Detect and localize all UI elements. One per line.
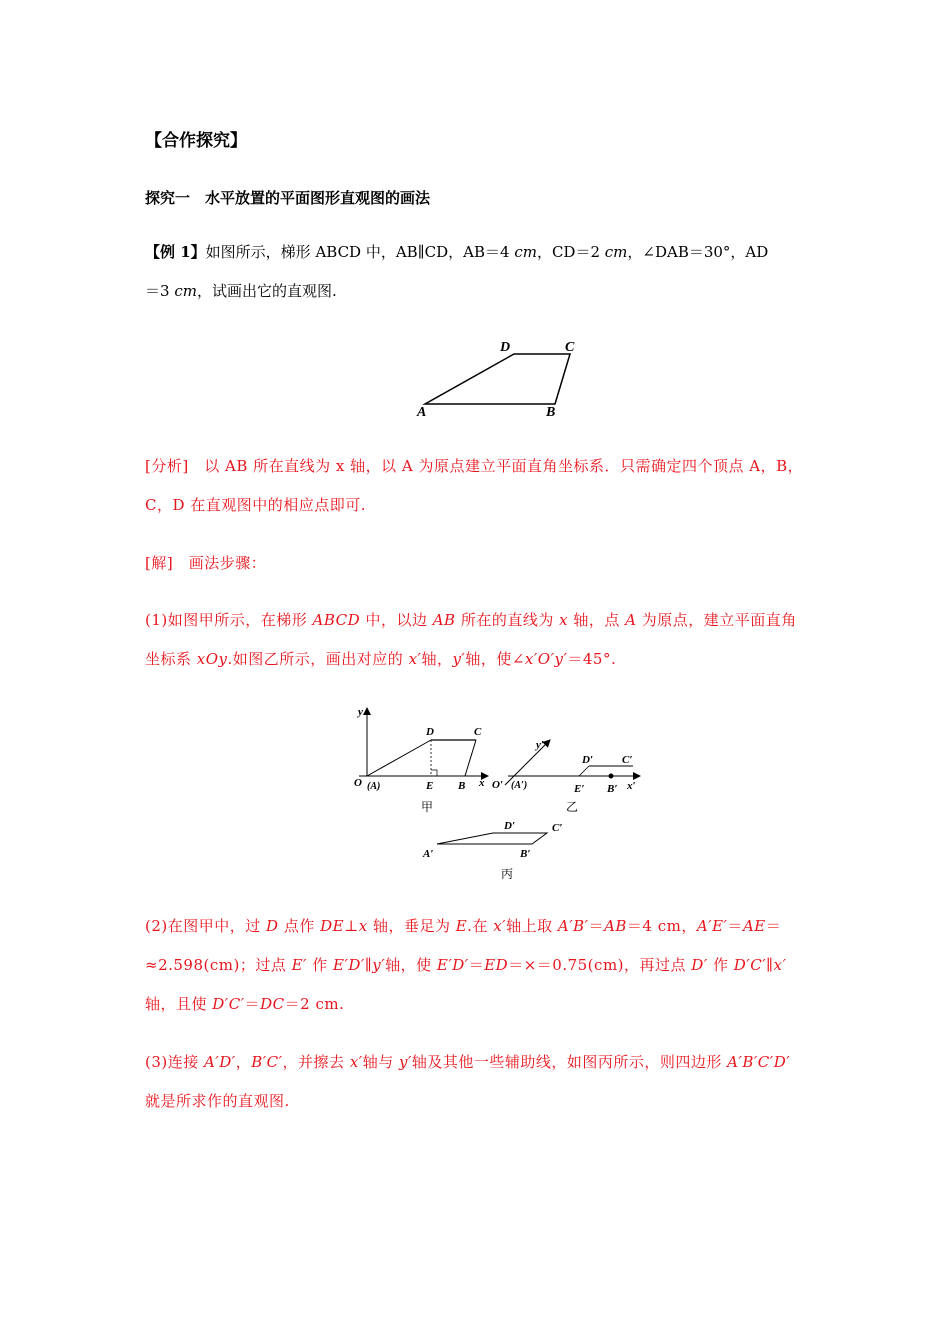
label-x: x <box>479 777 485 789</box>
example-label: 【例 1】 <box>145 243 206 261</box>
label-o: O <box>354 777 362 789</box>
figure-jia <box>354 706 488 814</box>
label-a: A <box>417 405 427 420</box>
label-ap: A′ <box>423 848 434 860</box>
segment-cb <box>465 740 476 776</box>
label-d: D <box>426 726 434 738</box>
label-yp: y′ <box>536 739 544 751</box>
quad-apbpcpdp <box>437 833 547 844</box>
label-b: B <box>458 780 466 792</box>
label-e: E <box>426 780 434 792</box>
step-2: (2)在图甲中，过 D 点作 DE⊥x 轴，垂足为 E.在 x′轴上取 A′B′＝AB＝4 cm，A′E′＝AE＝≈2.598(cm)；过点 E′ 作 E′D′∥y′轴，使 E′D′＝ED＝×＝0.75(cm)，再过点 D′ 作 D′C′∥x′轴，且使 D′C′＝DC＝2 cm. <box>145 917 787 1013</box>
section-heading: 【合作探究】 <box>145 131 247 151</box>
segment-ad <box>367 740 431 776</box>
point-bp <box>609 774 614 779</box>
label-c: C <box>474 726 482 738</box>
construction-figures <box>345 700 655 885</box>
caption-jia: 甲 <box>421 800 434 814</box>
label-xp: x′ <box>627 780 636 792</box>
label-dp: D′ <box>504 820 516 832</box>
right-angle-mark <box>431 770 437 776</box>
trapezoid-abcd <box>425 354 570 404</box>
label-ep: E′ <box>574 783 585 795</box>
step-1: (1)如图甲所示，在梯形 ABCD 中，以边 AB 所在的直线为 x 轴，点 A 为原点，建立平面直角坐标系 xOy.如图乙所示，画出对应的 x′轴，y′轴，使∠x′O′y′＝45°. <box>145 611 797 668</box>
label-ap: (A′) <box>511 780 528 791</box>
label-bp: B′ <box>607 783 618 795</box>
label-dp: D′ <box>582 754 594 766</box>
label-op: O′ <box>492 779 504 791</box>
analysis-label: [分析] <box>145 457 189 475</box>
example-1: 【例 1】如图所示，梯形 ABCD 中，AB∥CD，AB＝4 cm，CD＝2 cm，∠DAB＝30°，AD ＝3 cm，试画出它的直观图. <box>145 243 769 300</box>
label-cp: C′ <box>622 754 633 766</box>
solution-heading: [解] 画法步骤： <box>145 554 267 572</box>
figure-bing <box>422 820 562 881</box>
trapezoid-figure <box>405 335 595 425</box>
label-a: (A) <box>367 781 381 792</box>
label-cp: C′ <box>552 822 563 834</box>
analysis: [分析] 以 AB 所在直线为 x 轴，以 A 为原点建立平面直角坐标系．只需确定四个顶点 A，B，C，D 在直观图中的相应点即可. <box>145 457 804 514</box>
segment-ep-dp <box>579 766 589 776</box>
label-d: D <box>500 340 511 355</box>
solution-label: [解] <box>145 554 174 572</box>
label-b: B <box>546 405 556 420</box>
label-c: C <box>565 340 575 355</box>
caption-bing: 丙 <box>501 867 514 881</box>
caption-yi: 乙 <box>566 800 579 814</box>
figure-yi <box>492 739 640 814</box>
exploration-title: 探究一 水平放置的平面图形直观图的画法 <box>145 189 431 207</box>
label-y: y <box>358 706 363 718</box>
step-3: (3)连接 A′D′，B′C′，并擦去 x′轴与 y′轴及其他一些辅助线，如图丙所示，则四边形 A′B′C′D′ 就是所求作的直观图. <box>145 1053 791 1110</box>
label-bp: B′ <box>520 848 531 860</box>
